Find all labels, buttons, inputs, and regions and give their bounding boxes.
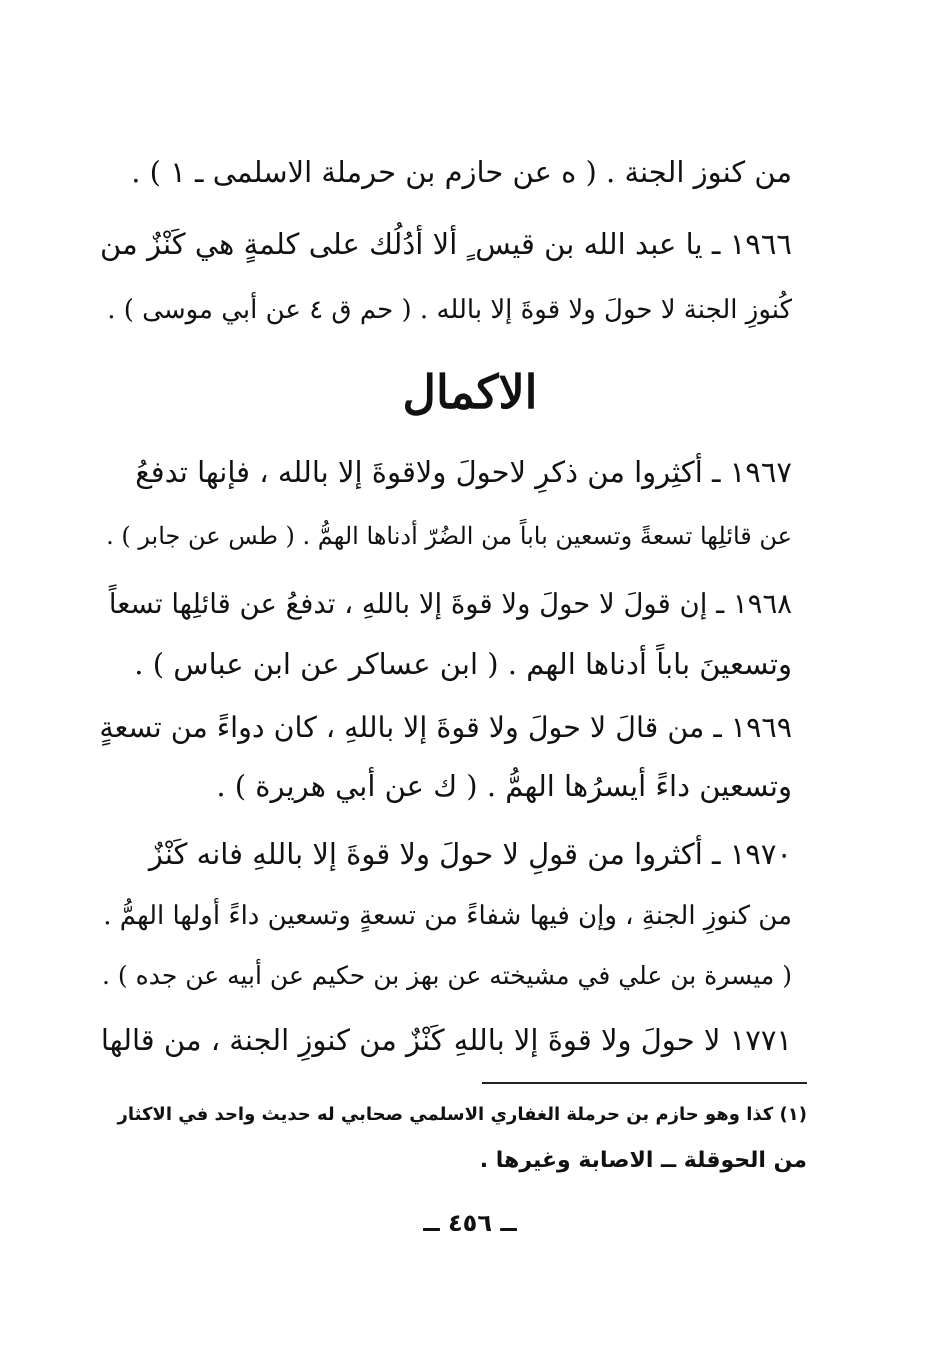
- hadith-1969-line-1: ١٩٦٩ ـ من قالَ لا حولَ ولا قوةَ إلا باللهِ ، كان دواءً من تسعةٍ: [99, 711, 792, 744]
- hadith-1969-line-2: وتسعين داءً أيسرُها الهمُّ . ( ك عن أبي هريرة ) .: [216, 769, 792, 803]
- hadith-1967-line-2: عن قائلِها تسعةً وتسعين باباً من الضُرّ أدناها الهمُّ . ( طس عن جابر ) .: [106, 522, 792, 550]
- hadith-1966-line-2: كُنوزِ الجنة لا حولَ ولا قوةَ إلا بالله . ( حم ق ٤ عن أبي موسى ) .: [107, 295, 792, 325]
- section-heading: الاكمال: [402, 365, 538, 419]
- hadith-1970-line-1: ١٩٧٠ ـ أكثروا من قولِ لا حولَ ولا قوةَ إلا باللهِ فانه كَنْزٌ: [148, 837, 792, 871]
- page-number: ــ ٤٥٦ ــ: [423, 1209, 517, 1237]
- hadith-1771-line-1: ١٧٧١ لا حولَ ولا قوةَ إلا باللهِ كَنْزٌ من كنوزِ الجنة ، من قالها: [100, 1023, 792, 1057]
- footnote-line-2: من الحوقلة ــ الاصابة وغيرها .: [479, 1148, 807, 1173]
- hadith-1968-line-2: وتسعينَ باباً أدناها الهم . ( ابن عساكر عن ابن عباس ) .: [134, 647, 792, 681]
- footnote-divider: [482, 1082, 807, 1084]
- hadith-1967-line-1: ١٩٦٧ ـ أكثِروا من ذكرِ لاحولَ ولاقوةَ إلا بالله ، فإنها تدفعُ: [135, 455, 792, 489]
- footnote-line-1: (١) كذا وهو حازم بن حرملة الغفاري الاسلمي صحابي له حديث واحد في الاكثار: [117, 1104, 807, 1125]
- hadith-1970-line-3: ( ميسرة بن علي في مشيخته عن بهز بن حكيم عن أبيه عن جده ) .: [102, 961, 792, 990]
- hadith-1966-line-1: ١٩٦٦ ـ يا عبد الله بن قيس ٍ ألا أدُلُك على كلمةٍ هي كَنْزٌ من: [100, 227, 792, 261]
- hadith-1968-line-1: ١٩٦٨ ـ إن قولَ لا حولَ ولا قوةَ إلا باللهِ ، تدفعُ عن قائلِها تسعاً: [108, 588, 792, 620]
- hadith-1970-line-2: من كنوزِ الجنةِ ، وإن فيها شفاءً من تسعةٍ وتسعين داءً أولها الهمُّ .: [103, 901, 792, 931]
- text-line-1: من كنوز الجنة . ( ه عن حازم بن حرملة الاسلمى ـ ١ ) .: [131, 155, 792, 189]
